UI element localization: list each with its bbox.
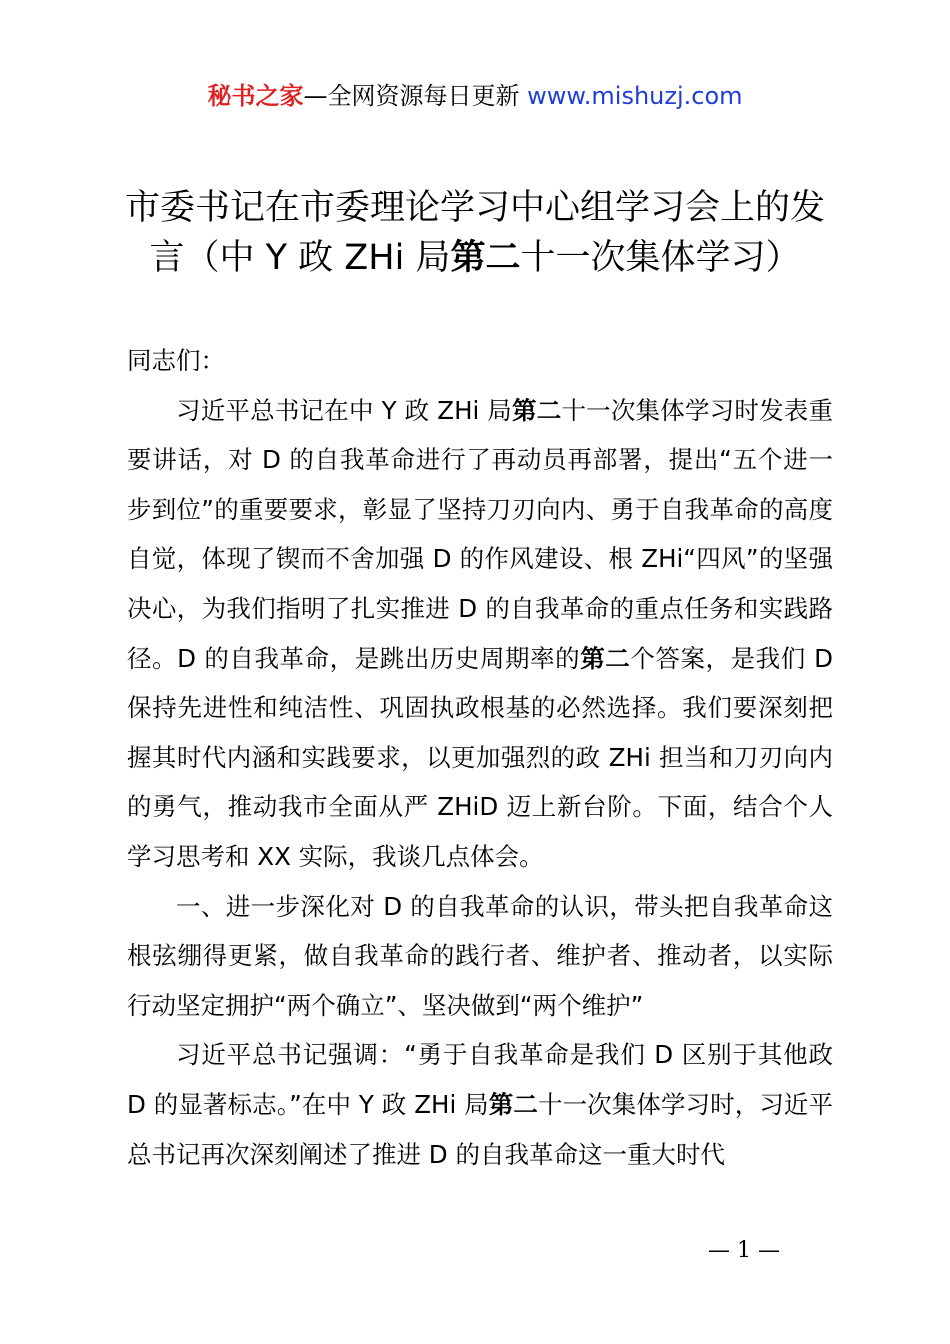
paragraph-1-part-a: 习近平总书记在中 Y 政 ZHi 局 (176, 395, 513, 425)
paragraph-1-bold-1: 第二 (512, 395, 562, 425)
document-body (127, 336, 833, 1179)
paragraph-2-part-a: 习近平总书记强调：“勇于自我革命是我们 D 区别于其他政 D 的显著标志。”在中 Y 政 ZHi 局 (127, 1040, 833, 1119)
paragraph-2-bold: 第二 (488, 1089, 538, 1119)
paragraph-2-part-b: 十一次集体学习时，习近平总书记再次深刻阐述了推进 D 的自我革命这一重大时代 (127, 1089, 834, 1169)
title-line-1: 市委书记在市委理论学习中心组学习会上的发 (124, 188, 825, 228)
banner-site-url: www.mishuzj.com (527, 82, 743, 110)
paragraph-1-part-c: 个答案，是我们 D 保持先进性和纯洁性、巩固执政根基的必然选择。我们要深刻把握其时代内涵和实践要求，以更加强烈的政 ZHi 担当和刀刃向内的勇气，推动我市全面从严 ZHiD 迈上新台阶。下面，结合个人学习思考和 XX 实际，我谈几点体会。 (127, 643, 834, 871)
paragraph-1-bold-2: 第二 (580, 643, 631, 673)
site-banner (0, 80, 950, 112)
banner-tagline: —全网资源每日更新 (303, 82, 528, 110)
paragraph-1 (127, 386, 833, 882)
section-heading-1: 一、进一步深化对 D 的自我革命的认识，带头把自我革命这根弦绷得更紧，做自我革命的践行者、维护者、推动者，以实际行动坚定拥护“两个确立”、坚决做到“两个维护” (127, 891, 833, 1020)
document-title (110, 183, 840, 283)
paragraph-2 (127, 1030, 833, 1179)
title-line-2-suffix: 十一次集体学习） (520, 238, 801, 278)
brand-name: 秘书之家 (207, 82, 304, 110)
salutation: 同志们： (127, 346, 225, 375)
page-number: — 1 — (708, 1238, 780, 1263)
paragraph-1-part-b: 十一次集体学习时发表重要讲话，对 D 的自我革命进行了再动员再部署，提出“五个进一步到位”的重要要求，彰显了坚持刀刃向内、勇于自我革命的高度自觉，体现了锲而不舍加强 D 的作风建设、根 ZHi“四风”的坚强决心，为我们指明了扎实推进 D 的自我革命的重点任务和实践路径。D 的自我革命，是跳出历史周期率的 (127, 395, 833, 673)
title-line-2-prefix: 言（中 Y 政 ZHi 局 (149, 238, 451, 278)
title-bold-segment: 第二 (450, 238, 521, 278)
title-line-2 (110, 233, 840, 283)
